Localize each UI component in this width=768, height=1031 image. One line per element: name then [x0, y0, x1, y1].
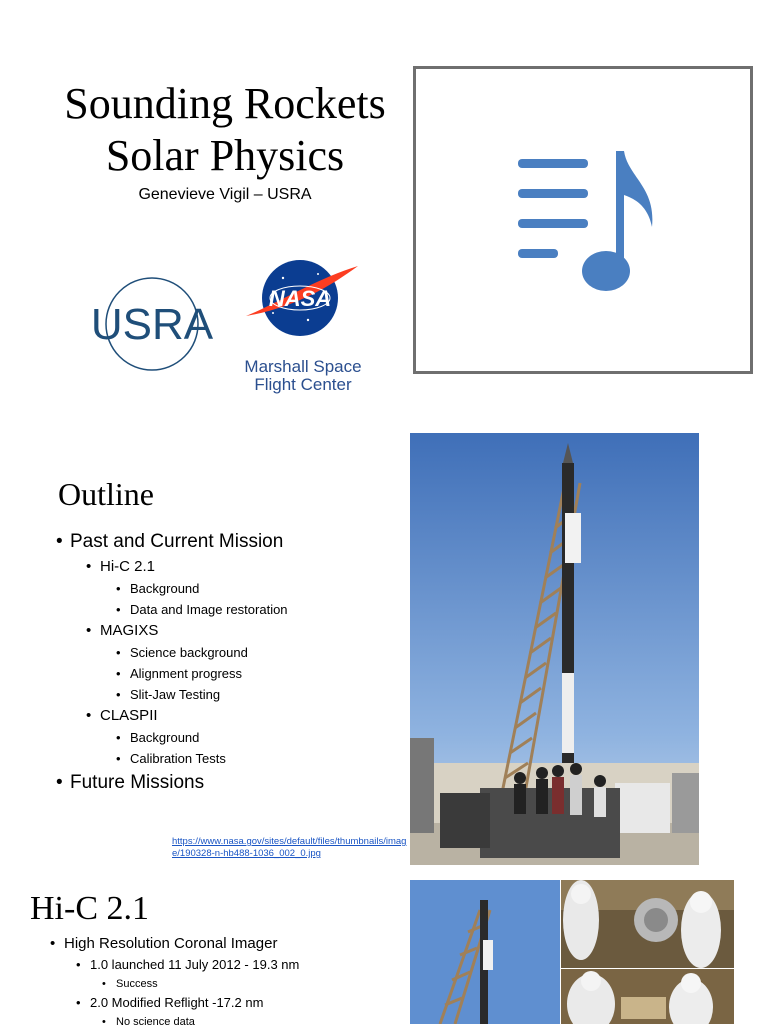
bullet-marker: • [116, 730, 121, 745]
bullet-text: Alignment progress [130, 666, 242, 681]
bullet-text: Success [116, 978, 158, 990]
bullet-text: Science background [130, 645, 248, 660]
bullet-item-level-2 [76, 955, 390, 975]
audio-note-icon [516, 147, 656, 297]
bullet-item-level-3 [102, 975, 390, 993]
bullet-text: Future Missions [70, 772, 205, 793]
bullet-marker: • [116, 602, 121, 617]
bullet-text: Slit-Jaw Testing [130, 687, 221, 702]
nasa-meatball-logo [238, 258, 368, 398]
bullet-marker: • [76, 995, 81, 1010]
bullet-text: 1.0 launched 11 July 2012 - 19.3 nm [90, 957, 300, 972]
bullet-item-level-3 [116, 684, 386, 705]
bullet-marker: • [56, 531, 63, 552]
bullet-marker: • [86, 622, 92, 639]
nasa-center-line-1: Marshall Space [244, 357, 362, 376]
bullet-item-level-3 [116, 642, 386, 663]
nasa-logo-text: NASA [268, 286, 332, 311]
bullet-marker: • [116, 751, 121, 766]
bullet-item-level-3 [116, 748, 386, 769]
bullet-item-level-3 [116, 727, 386, 748]
bullet-marker: • [86, 707, 92, 724]
bullet-text: Background [130, 730, 200, 745]
author-line: Genevieve Vigil – USRA [138, 186, 312, 203]
bullet-item-level-2 [76, 993, 390, 1013]
title-line-2: Solar Physics [105, 131, 345, 180]
hic-bullet-list [50, 933, 390, 1031]
bullet-text: Background [130, 581, 200, 596]
title-line-1: Sounding Rockets [64, 79, 386, 128]
bullet-item-level-3 [116, 663, 386, 684]
bullet-marker: • [102, 1016, 106, 1028]
slide-title [30, 78, 420, 182]
bullet-item-level-1 [56, 769, 386, 797]
bullet-text: CLASPII [100, 707, 158, 724]
rocket-launch-photo [410, 433, 699, 865]
outline-title: Outline [58, 476, 154, 512]
bullet-item-level-2 [86, 705, 386, 727]
bullet-marker: • [50, 935, 56, 952]
usra-logo [82, 274, 222, 374]
bullet-text: Hi-C 2.1 [100, 558, 156, 575]
bullet-item-level-1 [50, 933, 390, 955]
bullet-item-level-2 [86, 620, 386, 642]
bullet-text: Calibration Tests [130, 751, 226, 766]
bullet-marker: • [86, 558, 92, 575]
bullet-text: Data and Image restoration [130, 602, 288, 617]
bullet-text: 2.0 Modified Reflight -17.2 nm [90, 995, 264, 1010]
bullet-marker: • [56, 772, 63, 793]
bullet-text: MAGIXS [100, 622, 159, 639]
hic-slide-title: Hi-C 2.1 [30, 890, 149, 927]
outline-list [56, 528, 386, 797]
rocket-tower-photo [410, 880, 560, 1024]
bullet-item-level-3 [116, 599, 386, 620]
bullet-item-level-3 [102, 1013, 390, 1031]
bullet-marker: • [76, 957, 81, 972]
audio-media-placeholder[interactable] [413, 66, 753, 374]
bullet-item-level-3 [116, 578, 386, 599]
photo-source-link[interactable]: https://www.nasa.gov/sites/default/files/thumbnails/image/190328-n-hb488-1036_002_0.jpg [172, 836, 407, 859]
bullet-item-level-2 [86, 556, 386, 578]
nasa-center-line-2: Flight Center [254, 375, 352, 394]
usra-logo-text: USRA [90, 300, 214, 349]
bullet-text: No science data [116, 1016, 195, 1028]
cleanroom-photo-2 [561, 969, 734, 1024]
bullet-text: High Resolution Coronal Imager [64, 935, 278, 952]
bullet-marker: • [102, 978, 106, 990]
bullet-marker: • [116, 666, 121, 681]
bullet-marker: • [116, 645, 121, 660]
cleanroom-photo-1 [561, 880, 734, 968]
bullet-text: Past and Current Mission [70, 531, 284, 552]
bullet-marker: • [116, 687, 121, 702]
bullet-item-level-1 [56, 528, 386, 556]
bullet-marker: • [116, 581, 121, 596]
